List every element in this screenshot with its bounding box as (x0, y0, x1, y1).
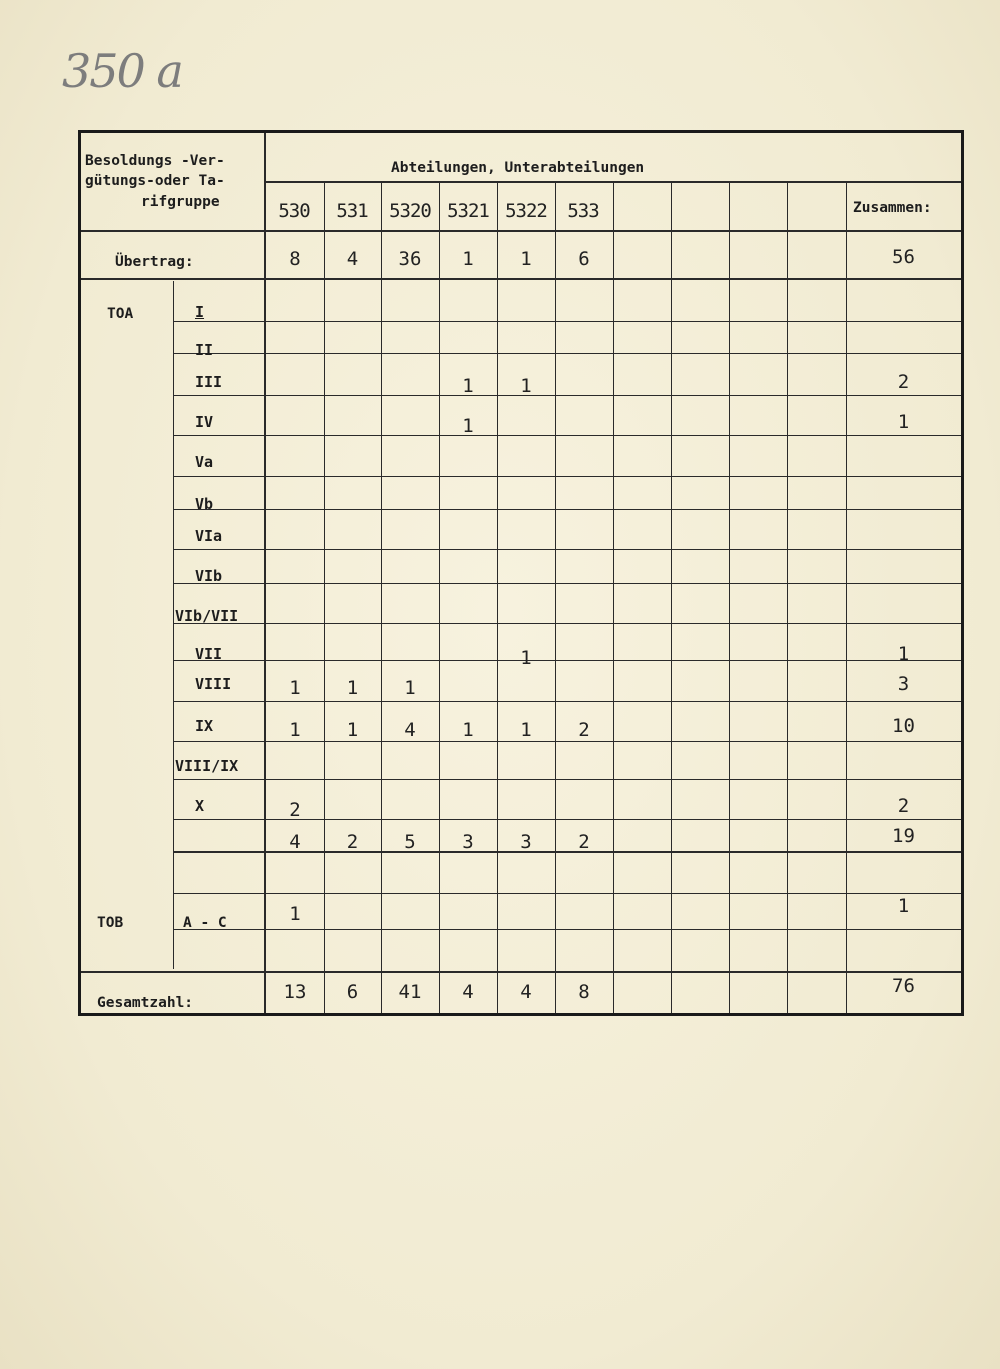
toa-cell-value: 1 (462, 719, 474, 741)
header-hline (264, 181, 961, 183)
toa-row-total: 10 (892, 715, 915, 737)
toa-cell-value: 1 (404, 677, 416, 699)
column-divider-vline (729, 181, 730, 1013)
column-divider-vline (439, 181, 440, 1013)
toa-row-hline (173, 321, 961, 322)
grand-total-value: 4 (520, 981, 532, 1003)
toa-row-total: 2 (897, 371, 910, 393)
tob-top-hline (173, 893, 961, 894)
column-code-530: 530 (278, 200, 310, 222)
tob-group-a-c: A - C (183, 915, 227, 931)
grand-total-top-hline (81, 971, 961, 973)
carry-over-value: 1 (520, 248, 532, 270)
toa-row-hline (173, 623, 961, 624)
toa-subtotal-value: 3 (520, 831, 532, 853)
grand-total-value: 4 (462, 981, 474, 1003)
tob-total: 1 (897, 895, 910, 917)
toa-row-hline (173, 476, 961, 477)
personnel-table (78, 130, 964, 1016)
toa-subtotal-value: 2 (578, 831, 590, 853)
toa-label: TOA (107, 306, 134, 322)
toa-cell-value: 1 (289, 677, 301, 699)
column-code-5322: 5322 (505, 200, 547, 222)
toa-subtotal-value: 4 (289, 831, 301, 853)
tob-label: TOB (97, 915, 124, 931)
toa-cell-value: 1 (346, 719, 359, 741)
toa-group-label: VIb (195, 567, 223, 585)
tob-mid-hline (173, 929, 961, 930)
column-divider-vline (613, 181, 614, 1013)
carry-over-value: 1 (462, 248, 474, 270)
departments-title: Abteilungen, Unterabteilungen (391, 160, 645, 176)
toa-cell-value: 1 (520, 719, 532, 741)
toa-subtotal-value: 2 (346, 831, 359, 853)
toa-group-label: Va (195, 453, 214, 471)
total-column-label: Zusammen: (853, 200, 932, 216)
toa-row-total: 3 (897, 673, 910, 695)
toa-subtotal-total: 19 (892, 825, 915, 847)
toa-cell-value: 1 (520, 647, 532, 669)
group-label-line2: gütungs-oder Ta- (85, 173, 225, 189)
grand-total-total: 76 (892, 975, 915, 997)
tob-cell-value: 1 (289, 903, 301, 925)
header-bottom-hline (81, 230, 961, 232)
toa-group-label: III (195, 373, 223, 391)
column-code-5321: 5321 (447, 200, 489, 222)
group-label-line1: Besoldungs -Ver- (85, 153, 225, 169)
toa-group-label: VIII (195, 675, 232, 693)
toa-group-label: II (195, 341, 214, 359)
grand-total-value: 13 (283, 981, 307, 1003)
toa-group-label: VIb/VII (175, 607, 239, 625)
toa-group-label: X (195, 797, 205, 815)
toa-cell-value: 1 (462, 375, 474, 397)
toa-cell-value: 1 (289, 719, 301, 741)
column-divider-vline (671, 181, 672, 1013)
toa-cell-value: 1 (520, 375, 532, 397)
carry-over-value: 36 (398, 248, 422, 270)
column-divider-vline (497, 181, 498, 1013)
carry-over-label: Übertrag: (115, 254, 194, 270)
carry-over-value: 6 (578, 248, 590, 270)
toa-cell-value: 2 (289, 799, 301, 821)
carry-over-value: 8 (289, 248, 301, 270)
grand-total-value: 6 (346, 981, 359, 1003)
toa-row-hline (173, 583, 961, 584)
column-divider-vline (555, 181, 556, 1013)
handwritten-archive-number: 350 a (62, 44, 182, 98)
toa-row-total: 1 (897, 643, 910, 665)
column-divider-vline (846, 181, 847, 1013)
toa-row-hline (173, 660, 961, 661)
toa-group-label: Vb (195, 495, 214, 513)
toa-row-hline (173, 435, 961, 436)
toa-subtotal-value: 3 (462, 831, 474, 853)
toa-group-label: I (195, 303, 205, 321)
toa-row-hline (173, 779, 961, 780)
toa-row-hline (173, 549, 961, 550)
toa-cell-value: 1 (462, 415, 474, 437)
toa-group-label: VII (195, 645, 223, 663)
toa-row-hline (173, 509, 961, 510)
toa-row-hline (173, 395, 961, 396)
toa-group-label: VIa (195, 527, 223, 545)
toa-cell-value: 2 (578, 719, 590, 741)
column-code-5320: 5320 (389, 200, 431, 222)
toa-row-hline (173, 741, 961, 742)
carry-over-value: 4 (346, 248, 359, 270)
column-divider-vline (381, 181, 382, 1013)
toa-cell-value: 4 (404, 719, 416, 741)
toa-group-label: IX (195, 717, 214, 735)
toa-cell-value: 1 (346, 677, 359, 699)
grand-total-value: 8 (578, 981, 590, 1003)
toa-subtotal-value: 5 (404, 831, 416, 853)
column-code-533: 533 (567, 200, 599, 222)
grand-total-value: 41 (398, 981, 422, 1003)
toa-group-label: IV (195, 413, 214, 431)
group-label-divider-vline (173, 281, 174, 969)
toa-row-total: 1 (897, 411, 910, 433)
column-divider-vline (324, 181, 325, 1013)
toa-row-hline (173, 701, 961, 702)
grand-total-label: Gesamtzahl: (97, 995, 194, 1011)
carry-over-bottom-hline (81, 278, 961, 280)
toa-row-hline (173, 353, 961, 354)
group-label-line3: rifgruppe (141, 194, 220, 210)
column-code-531: 531 (336, 200, 368, 222)
column-divider-vline (787, 181, 788, 1013)
toa-group-label: VIII/IX (175, 757, 239, 775)
carry-over-total: 56 (892, 246, 915, 268)
toa-row-total: 2 (897, 795, 910, 817)
